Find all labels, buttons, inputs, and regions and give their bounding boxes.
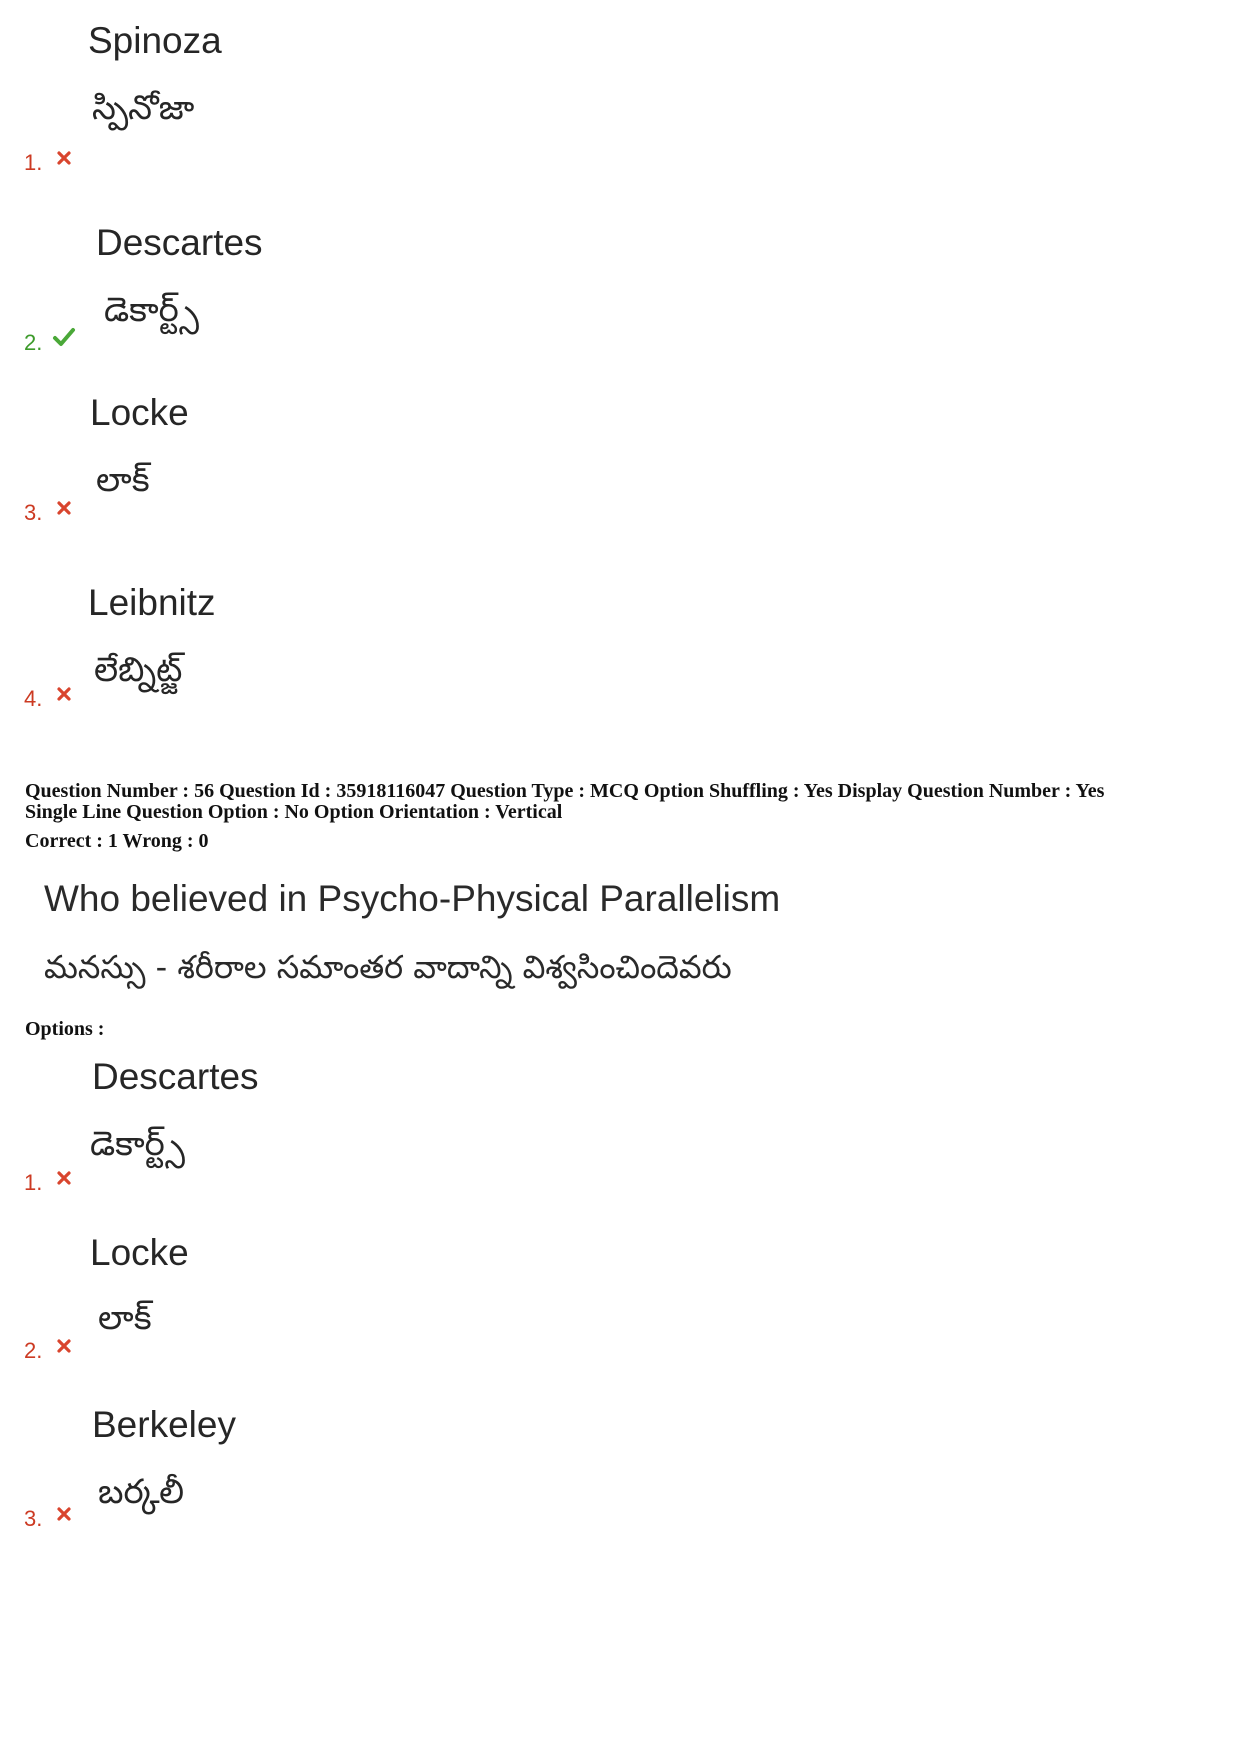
wrong-mark-icon [56, 1506, 72, 1522]
option-english-text: Descartes [92, 1056, 259, 1097]
question-text-english: Who believed in Psycho-Physical Parallelism [44, 878, 781, 919]
option-english-text: Berkeley [92, 1404, 236, 1445]
option-number-label: 3. [24, 500, 43, 525]
option-number [24, 686, 42, 712]
option-telugu-text: స్పినోజా [92, 88, 195, 128]
score-line: Correct : 1 Wrong : 0 [25, 830, 209, 852]
option-telugu-text: బర్కలీ [98, 1472, 185, 1512]
option-number-label: 4. [24, 686, 43, 711]
option-number [24, 500, 42, 526]
option-telugu-text: లేబ్నిట్జ్ [94, 650, 183, 690]
option-telugu-text: లాక్ [98, 1298, 152, 1338]
option-number [24, 1506, 42, 1532]
option-telugu-text: డెకార్ట్స్ [104, 290, 199, 330]
wrong-mark-icon [56, 1170, 72, 1186]
question-meta-line-1: Question Number : 56 Question Id : 35918116047 Question Type : MCQ Option Shuffling : Yes Display Question Number : Yes [25, 780, 1105, 802]
correct-mark-icon [52, 326, 76, 348]
option-english-text: Locke [90, 1232, 189, 1273]
option-number-label: 1. [24, 150, 43, 175]
option-number-label: 3. [24, 1506, 43, 1531]
option-number [24, 1338, 42, 1364]
wrong-mark-icon [56, 500, 72, 516]
option-english-text: Spinoza [88, 20, 222, 61]
option-english-text: Descartes [96, 222, 263, 263]
option-number-label: 2. [24, 1338, 43, 1363]
wrong-mark-icon [56, 150, 72, 166]
options-label: Options : [25, 1018, 105, 1040]
option-number-label: 1. [24, 1170, 43, 1195]
wrong-mark-icon [56, 686, 72, 702]
wrong-mark-icon [56, 1338, 72, 1354]
option-number [24, 330, 42, 356]
option-number [24, 1170, 42, 1196]
option-telugu-text: డెకార్ట్స్ [90, 1124, 185, 1164]
option-number-label: 2. [24, 330, 43, 355]
question-meta-line-2: Single Line Question Option : No Option Orientation : Vertical [25, 801, 563, 823]
option-english-text: Leibnitz [88, 582, 216, 623]
option-english-text: Locke [90, 392, 189, 433]
option-telugu-text: లాక్ [96, 460, 150, 500]
question-text-telugu: మనస్సు - శరీరాల సమాంతర వాదాన్ని విశ్వసించిందెవరు [44, 948, 732, 986]
option-number [24, 150, 42, 176]
